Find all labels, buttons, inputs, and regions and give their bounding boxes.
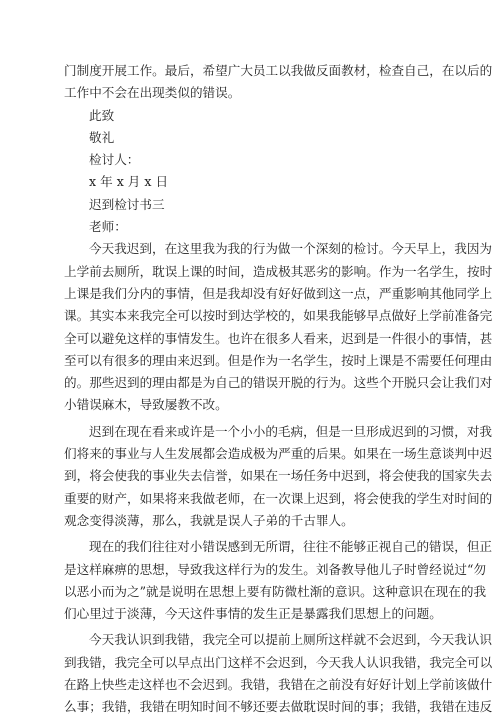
salutation-cizhi: 此致 [89, 107, 115, 123]
signature-date: x 年 x 月 x 日 [89, 174, 169, 190]
paragraph-line: 迟到在现在看来或许是一个小小的毛病，但是一旦形成迟到的习惯，对我 [89, 423, 492, 439]
paragraph-line: 今天我认识到我错，我完全可以提前上厕所这样就不会迟到，今天我认识 [89, 632, 492, 648]
paragraph-line: 们将来的事业与人生发展都会造成极为严重的后果。如果在一场生意谈判中迟 [64, 446, 493, 462]
salutation-jingli: 敬礼 [89, 129, 115, 145]
continuation-line: 工作中不会在出现类似的错误。 [64, 85, 241, 101]
paragraph-line: 重要的财产，如果将来我做老师，在一次课上迟到，将会使我的学生对时间的 [64, 490, 493, 506]
paragraph-line: 至可以有很多的理由来迟到。但是作为一名学生，按时上课是不需要任何理由 [64, 352, 493, 368]
paragraph-line: 以恶小而为之”就是说明在思想上要有防微杜渐的意识。这种意识在现在的我 [64, 583, 487, 599]
paragraph-line: 是这样麻痹的思想，导致我这样行为的发生。刘备教导他儿子时曾经说过“勿 [64, 561, 487, 577]
paragraph-line: 观念变得淡薄，那么，我就是误人子弟的千古罪人。 [64, 512, 354, 528]
paragraph-line: 现在的我们往往对小错误感到无所谓，往往不能够正视自己的错误，但正 [89, 539, 492, 555]
paragraph-line: 上课是我们分内的事情，但是我却没有好好做到这一点，严重影响其他同学上 [64, 285, 493, 301]
signer-label: 检讨人： [89, 152, 140, 168]
section-title: 迟到检讨书三 [89, 196, 165, 212]
paragraph-line: 课。其实本来我完全可以按时到达学校的，如果我能够早点做好上学前准备完 [64, 308, 493, 324]
paragraph-line: 么事；我错，我错在明知时间不够还要去做耽误时间的事；我错，我错在违反 [64, 699, 493, 715]
paragraph-line: 在路上快些走这样也不会迟到。我错，我错在之前没有好好计划上学前该做什 [64, 677, 493, 693]
paragraph-line: 上学前去厕所，耽误上课的时间，造成极其恶劣的影响。作为一名学生，按时 [64, 263, 493, 279]
paragraph-line: 的。那些迟到的理由都是为自己的错误开脱的行为。这些个开脱只会让我们对 [64, 375, 493, 391]
paragraph-line: 全可以避免这样的事情发生。也许在很多人看来，迟到是一件很小的事情，甚 [64, 330, 493, 346]
paragraph-line: 到，将会使我的事业失去信誉，如果在一场任务中迟到，将会使我的国家失去 [64, 468, 493, 484]
addressee: 老师： [89, 219, 127, 235]
paragraph-line: 今天我迟到，在这里我为我的行为做一个深刻的检讨。今天早上，我因为 [89, 241, 492, 257]
document-body [64, 60, 493, 719]
paragraph-line: 到我错，我完全可以早点出门这样不会迟到，今天我人认识我错，我完全可以 [64, 654, 493, 670]
continuation-line: 门制度开展工作。最后，希望广大员工以我做反面教材，检查自己，在以后的 [64, 63, 493, 78]
paragraph-line: 小错误麻木，导致屡教不改。 [64, 397, 228, 413]
paragraph-line: 们心里过于淡薄，今天这件事情的发生正是暴露我们思想上的问题。 [64, 606, 442, 622]
